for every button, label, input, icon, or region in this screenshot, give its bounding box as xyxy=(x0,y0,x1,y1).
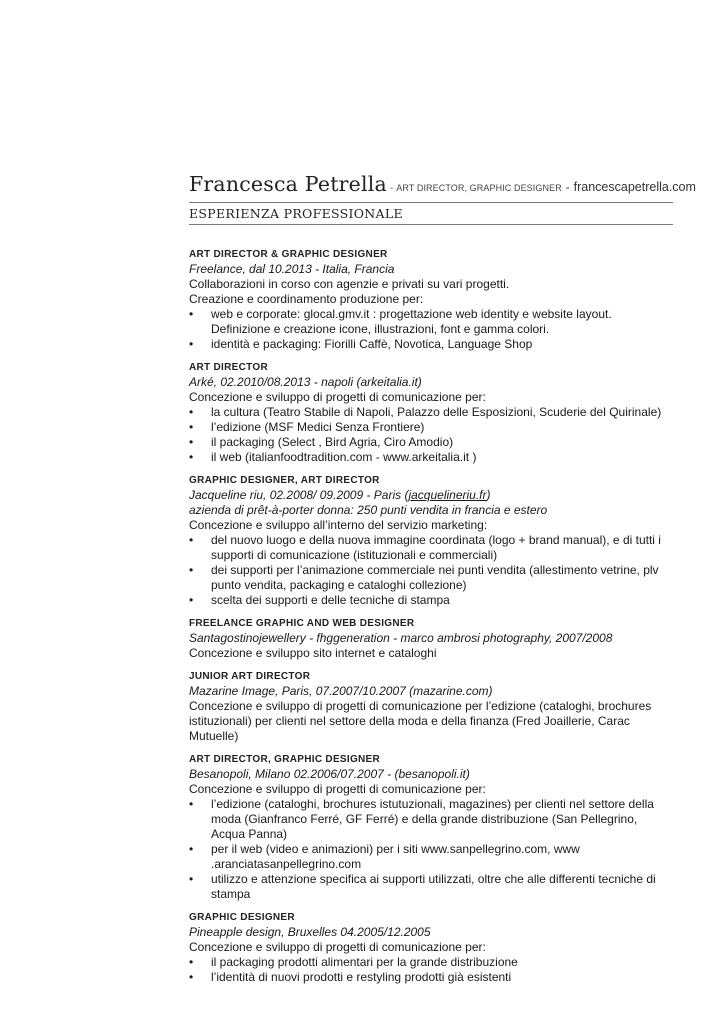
bullet-item: • l’identità di nuovi prodotti e restyling prodotti già esistenti xyxy=(189,970,673,985)
bullet-item: • scelta dei supporti e delle tecniche di stampa xyxy=(189,593,673,608)
job-description: Concezione e sviluppo di progetti di comunicazione per: xyxy=(189,390,486,404)
job-title: ART DIRECTOR, GRAPHIC DESIGNER xyxy=(189,754,381,765)
job-company-dates: Arké, 02.2010/08.2013 - napoli (arkeitalia.it) xyxy=(189,375,422,389)
job-description: Concezione e sviluppo sito internet e cataloghi xyxy=(189,646,437,660)
header-separator: - xyxy=(389,183,394,194)
job-company-text-end: ) xyxy=(486,488,491,502)
job-title: FREELANCE GRAPHIC AND WEB DESIGNER xyxy=(189,618,415,629)
bullet-item: • l’edizione (MSF Medici Senza Frontiere) xyxy=(189,420,673,435)
resume-header xyxy=(189,172,696,196)
company-description: azienda di prêt-à-porter donna: 250 punti vendita in francia e estero xyxy=(189,503,548,517)
bullet-item: • dei supporti per l’animazione commerciale nei punti vendita (allestimento vetrine, plv punto vendita, packaging e cataloghi collezione) xyxy=(189,563,673,593)
job-description: Creazione e coordinamento produzione per: xyxy=(189,292,424,306)
bullet-item: • web e corporate: glocal.gmv.it : progettazione web identity e website layout. Definizione e creazione icone, illustrazioni, font e gamma colori. xyxy=(189,307,673,337)
bullet-item: • identità e packaging: Fiorilli Caffè, Novotica, Language Shop xyxy=(189,337,673,352)
job-description: Concezione e sviluppo di progetti di comunicazione per: xyxy=(189,782,486,796)
job-bullets xyxy=(189,533,673,608)
job-company-text: Jacqueline riu, 02.2008/ 09.2009 - Paris ( xyxy=(189,488,409,502)
experience-entry xyxy=(189,753,673,902)
job-bullets xyxy=(189,955,673,985)
job-description: Concezione e sviluppo all’interno del servizio marketing: xyxy=(189,518,488,532)
experience-entry xyxy=(189,361,673,465)
job-title: ART DIRECTOR & GRAPHIC DESIGNER xyxy=(189,249,388,260)
header-divider xyxy=(189,202,673,203)
job-description: Collaborazioni in corso con agenzie e privati su vari progetti. xyxy=(189,277,510,291)
experience-entry xyxy=(189,248,673,352)
company-website-link[interactable]: jacquelineriu.fr xyxy=(408,488,487,502)
job-company-dates xyxy=(189,488,673,503)
job-company-dates: Mazarine Image, Paris, 07.2007/10.2007 (mazarine.com) xyxy=(189,684,493,698)
job-company-dates: Pineapple design, Bruxelles 04.2005/12.2005 xyxy=(189,925,431,939)
bullet-item: • la cultura (Teatro Stabile di Napoli, Palazzo delle Esposizioni, Scuderie del Quirinale) xyxy=(189,405,673,420)
job-company-dates: Santagostinojewellery - fhggeneration - marco ambrosi photography, 2007/2008 xyxy=(189,631,613,645)
bullet-item: • per il web (video e animazioni) per i siti www.sanpellegrino.com, www .aranciatasanpellegrino.com xyxy=(189,842,673,872)
bullet-item: • del nuovo luogo e della nuova immagine coordinata (logo + brand manual), e di tutti i supporti di comunicazione (istituzionali e commerciali) xyxy=(189,533,673,563)
experience-entry xyxy=(189,670,673,744)
job-bullets xyxy=(189,405,673,465)
bullet-item: • utilizzo e attenzione specifica ai supporti utilizzati, oltre che alle differenti tecniche di stampa xyxy=(189,872,673,902)
job-title: ART DIRECTOR xyxy=(189,362,268,373)
experience-entry xyxy=(189,617,673,661)
header-dash: - xyxy=(565,182,570,194)
job-title: GRAPHIC DESIGNER, ART DIRECTOR xyxy=(189,475,380,486)
job-company-dates: Freelance, dal 10.2013 - Italia, Francia xyxy=(189,262,395,276)
bullet-item: • il packaging prodotti alimentari per la grande distribuzione xyxy=(189,955,673,970)
candidate-website: francescapetrella.com xyxy=(573,180,696,194)
resume-content xyxy=(189,172,696,994)
candidate-name: Francesca Petrella xyxy=(189,172,387,196)
experience-list xyxy=(189,248,673,985)
candidate-roles: ART DIRECTOR, GRAPHIC DESIGNER xyxy=(396,183,562,193)
job-description: Concezione e sviluppo di progetti di comunicazione per l’edizione (cataloghi, brochures istituzionali) per clienti nel settore della moda e della finanza (Fred Joaillerie, Carac Mutuelle) xyxy=(189,699,652,743)
section-divider xyxy=(189,224,673,225)
job-title: JUNIOR ART DIRECTOR xyxy=(189,671,311,682)
experience-entry xyxy=(189,474,673,608)
job-description: Concezione e sviluppo di progetti di comunicazione per: xyxy=(189,940,486,954)
section-title: ESPERIENZA PROFESSIONALE xyxy=(189,206,403,221)
job-bullets xyxy=(189,797,673,902)
job-company-dates: Besanopoli, Milano 02.2006/07.2007 - (besanopoli.it) xyxy=(189,767,470,781)
experience-entry xyxy=(189,911,673,985)
bullet-item: • il web (italianfoodtradition.com - www.arkeitalia.it ) xyxy=(189,450,673,465)
job-bullets xyxy=(189,307,673,352)
bullet-item: • il packaging (Select , Bird Agria, Ciro Amodio) xyxy=(189,435,673,450)
job-title: GRAPHIC DESIGNER xyxy=(189,912,295,923)
bullet-item: • l’edizione (cataloghi, brochures istutuzionali, magazines) per clienti nel settore della moda (Gianfranco Ferré, GF Ferré) e della grande distribuzione (San Pellegrino, Acqua Panna) xyxy=(189,797,673,842)
